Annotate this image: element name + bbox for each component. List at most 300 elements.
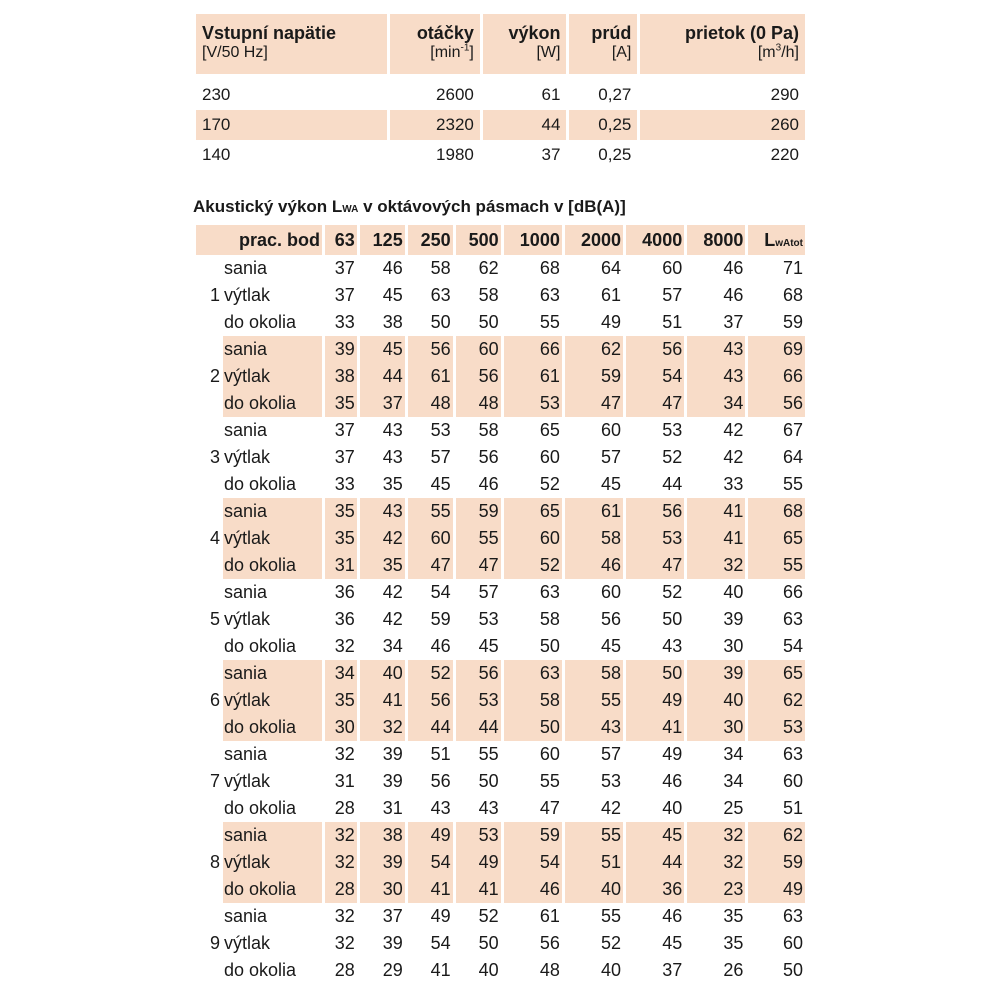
table-cell: 46 [662, 906, 683, 926]
table-cell: 32 [325, 849, 357, 876]
table-cell: 43 [382, 420, 403, 440]
band-header: 4000 [626, 225, 684, 255]
electrical-header-unit-row [196, 44, 805, 74]
table-cell: 42 [382, 582, 403, 602]
table-row [196, 660, 805, 687]
point-type: sania [223, 498, 322, 525]
table-cell: 36 [626, 876, 684, 903]
table-cell: 63 [539, 582, 560, 602]
table-cell: 46 [662, 771, 683, 791]
point-number: 8 [209, 852, 220, 872]
table-cell: 23 [687, 876, 745, 903]
table-cell: 53 [478, 609, 499, 629]
table-cell: 57 [478, 582, 499, 602]
table-cell: 47 [539, 798, 560, 818]
table-cell: 34 [325, 660, 357, 687]
point-type: výtlak [223, 525, 322, 552]
table-cell: 60 [782, 771, 803, 791]
point-type: do okolia [223, 552, 322, 579]
table-cell: 47 [626, 552, 684, 579]
table-cell: 50 [478, 771, 499, 791]
table-cell: 2600 [436, 85, 474, 104]
table-cell: 26 [723, 960, 744, 980]
table-cell: 48 [456, 390, 501, 417]
table-cell: 58 [478, 285, 499, 305]
table-row [196, 552, 805, 579]
table-cell: 51 [662, 312, 683, 332]
table-cell: 52 [601, 933, 622, 953]
table-cell: 53 [626, 525, 684, 552]
table-cell: 65 [748, 660, 805, 687]
table-row [196, 633, 805, 660]
point-type: do okolia [223, 714, 322, 741]
table-cell: 56 [408, 336, 453, 363]
table-row [196, 309, 805, 336]
table-cell: 55 [565, 687, 623, 714]
table-cell: 35 [360, 552, 405, 579]
point-type: do okolia [223, 876, 322, 903]
table-cell: 43 [687, 336, 745, 363]
table-cell: 56 [601, 609, 622, 629]
table-cell: 0,25 [569, 110, 637, 140]
table-row [196, 282, 805, 309]
table-cell: 60 [601, 420, 622, 440]
table-row [196, 903, 805, 930]
table-cell: 49 [408, 822, 453, 849]
table-cell: 47 [456, 552, 501, 579]
table-row [196, 849, 805, 876]
table-cell: 40 [662, 798, 683, 818]
table-cell: 61 [565, 498, 623, 525]
table-row [196, 822, 805, 849]
point-type: výtlak [223, 363, 322, 390]
table-cell: 61 [504, 363, 562, 390]
point-type: sania [223, 336, 322, 363]
table-cell: 40 [601, 960, 622, 980]
table-cell: 230 [202, 85, 231, 104]
point-number [196, 957, 220, 984]
table-cell: 55 [408, 498, 453, 525]
table-cell: 32 [334, 933, 355, 953]
band-header: 2000 [565, 225, 623, 255]
table-cell: 32 [334, 744, 355, 764]
table-cell: 61 [408, 363, 453, 390]
table-row [196, 363, 805, 390]
table-cell: 37 [334, 258, 355, 278]
table-cell: 43 [430, 798, 451, 818]
table-cell: 57 [601, 447, 622, 467]
table-cell: 33 [334, 474, 355, 494]
table-cell: 140 [202, 145, 231, 164]
table-cell: 60 [601, 582, 622, 602]
table-cell: 43 [360, 498, 405, 525]
table-cell: 45 [601, 474, 622, 494]
table-cell: 52 [662, 582, 683, 602]
point-number [196, 579, 220, 606]
table-cell: 40 [360, 660, 405, 687]
table-cell: 57 [662, 285, 683, 305]
table-cell: 48 [539, 960, 560, 980]
header-title: otáčky [390, 14, 480, 44]
table-row [196, 687, 805, 714]
table-cell: 32 [687, 822, 745, 849]
point-type: výtlak [224, 447, 271, 467]
table-cell: 46 [565, 552, 623, 579]
point-type: výtlak [224, 609, 271, 629]
table-cell: 62 [478, 258, 499, 278]
table-cell: 170 [196, 110, 387, 140]
table-cell: 68 [748, 498, 805, 525]
table-cell: 60 [539, 447, 560, 467]
table-cell: 58 [565, 660, 623, 687]
table-cell: 53 [456, 822, 501, 849]
table-cell: 44 [483, 110, 567, 140]
table-row [196, 741, 805, 768]
table-cell: 32 [334, 906, 355, 926]
table-cell: 43 [565, 714, 623, 741]
table-cell: 37 [723, 312, 744, 332]
point-number [196, 336, 220, 363]
table-cell: 32 [687, 849, 745, 876]
table-cell: 43 [687, 363, 745, 390]
point-number: 2 [209, 366, 220, 386]
table-cell: 39 [687, 660, 745, 687]
table-cell: 68 [539, 258, 560, 278]
table-cell: 49 [601, 312, 622, 332]
table-cell: 39 [382, 771, 403, 791]
table-row [196, 579, 805, 606]
table-cell: 56 [456, 660, 501, 687]
table-cell: 39 [360, 849, 405, 876]
header-unit: $[m^3/h]$ [640, 44, 805, 74]
table-cell: 50 [782, 960, 803, 980]
table-cell: 46 [382, 258, 403, 278]
table-cell: 55 [601, 906, 622, 926]
table-cell: 44 [626, 849, 684, 876]
table-cell: 53 [430, 420, 451, 440]
table-cell: 43 [478, 798, 499, 818]
table-cell: 34 [382, 636, 403, 656]
table-cell: 68 [782, 285, 803, 305]
table-cell: 38 [382, 312, 403, 332]
table-cell: 34 [687, 390, 745, 417]
table-cell: 47 [408, 552, 453, 579]
table-cell: 55 [539, 312, 560, 332]
table-cell: 60 [504, 525, 562, 552]
table-cell: 41 [430, 960, 451, 980]
table-cell: 58 [565, 525, 623, 552]
table-cell: 60 [662, 258, 683, 278]
table-cell: 66 [748, 363, 805, 390]
point-type: sania [224, 906, 268, 926]
point-type: sania [223, 660, 322, 687]
table-cell: 42 [382, 609, 403, 629]
point-type: do okolia [224, 798, 297, 818]
table-row [196, 140, 805, 170]
table-cell: 32 [360, 714, 405, 741]
table-cell: 32 [334, 636, 355, 656]
acoustic-header-row [196, 225, 805, 255]
table-cell: 41 [687, 498, 745, 525]
table-cell: 38 [360, 822, 405, 849]
table-cell: 42 [360, 525, 405, 552]
point-type: výtlak [224, 285, 271, 305]
band-header: 1000 [504, 225, 562, 255]
table-cell: 66 [782, 582, 803, 602]
table-cell: 43 [662, 636, 683, 656]
point-type: do okolia [224, 312, 297, 332]
table-cell: 35 [723, 933, 744, 953]
point-number [196, 714, 220, 741]
table-cell: 64 [601, 258, 622, 278]
table-cell: 49 [662, 744, 683, 764]
table-cell: 56 [626, 498, 684, 525]
table-cell: 69 [748, 336, 805, 363]
table-cell: 55 [478, 744, 499, 764]
point-type: výtlak [223, 849, 322, 876]
table-cell: 71 [782, 258, 803, 278]
table-cell: 62 [748, 687, 805, 714]
table-cell: 59 [504, 822, 562, 849]
point-type: výtlak [224, 771, 271, 791]
header-unit: [A] [569, 44, 637, 74]
table-cell: 0,27 [598, 85, 632, 104]
table-cell: 41 [626, 714, 684, 741]
band-header: 63 [325, 225, 357, 255]
point-number [196, 417, 220, 444]
table-cell: 51 [565, 849, 623, 876]
table-cell: 42 [601, 798, 622, 818]
table-cell: 63 [430, 285, 451, 305]
point-type: sania [224, 744, 268, 764]
table-cell: 50 [626, 660, 684, 687]
table-row [196, 768, 805, 795]
header-title: prietok (0 Pa) [640, 14, 805, 44]
table-cell: 39 [382, 933, 403, 953]
table-cell: 37 [334, 447, 355, 467]
table-cell: 52 [504, 552, 562, 579]
table-cell: 35 [325, 687, 357, 714]
point-number [196, 633, 220, 660]
point-number [196, 471, 220, 498]
table-cell: 50 [504, 714, 562, 741]
table-cell: 46 [478, 474, 499, 494]
table-cell: 67 [782, 420, 803, 440]
table-cell: 51 [782, 798, 803, 818]
table-cell: 46 [430, 636, 451, 656]
point-number [196, 390, 220, 417]
table-cell: 29 [382, 960, 403, 980]
table-cell: 40 [723, 582, 744, 602]
table-cell: 56 [430, 771, 451, 791]
table-cell: 35 [325, 390, 357, 417]
table-cell: 41 [408, 876, 453, 903]
table-cell: 44 [662, 474, 683, 494]
table-cell: 57 [601, 744, 622, 764]
table-cell: 28 [334, 960, 355, 980]
point-type: do okolia [223, 390, 322, 417]
table-cell: 45 [662, 933, 683, 953]
table-row [196, 525, 805, 552]
acoustic-title: Akustický výkon LWA v oktávových pásmach v [dB(A)] [193, 197, 626, 216]
table-cell: 31 [382, 798, 403, 818]
table-cell: 58 [478, 420, 499, 440]
total-header: LwAtot [748, 225, 805, 255]
table-cell: 59 [565, 363, 623, 390]
table-cell: 60 [456, 336, 501, 363]
table-cell: 63 [504, 660, 562, 687]
table-cell: 45 [626, 822, 684, 849]
table-cell: 46 [723, 258, 744, 278]
header-unit: [V/50 Hz] [196, 44, 387, 74]
table-cell: 49 [748, 876, 805, 903]
table-cell: 44 [360, 363, 405, 390]
table-cell: 54 [430, 933, 451, 953]
band-header: 8000 [687, 225, 745, 255]
table-cell: 45 [601, 636, 622, 656]
table-cell: 48 [408, 390, 453, 417]
point-number: 1 [209, 285, 220, 305]
table-cell: 41 [456, 876, 501, 903]
table-cell: 49 [456, 849, 501, 876]
table-cell: 260 [640, 110, 805, 140]
table-cell: 37 [334, 285, 355, 305]
table-cell: 65 [748, 525, 805, 552]
table-cell: 54 [408, 849, 453, 876]
point-number: 3 [209, 447, 220, 467]
table-cell: 42 [723, 420, 744, 440]
table-cell: 31 [334, 771, 355, 791]
table-cell: 35 [723, 906, 744, 926]
header-title: prúd [569, 14, 637, 44]
point-type: výtlak [223, 687, 322, 714]
table-cell: 52 [539, 474, 560, 494]
table-cell: 50 [539, 636, 560, 656]
table-cell: 65 [539, 420, 560, 440]
table-cell: 49 [430, 906, 451, 926]
table-cell: 44 [456, 714, 501, 741]
table-cell: 33 [334, 312, 355, 332]
table-cell: 58 [539, 609, 560, 629]
header-title: výkon [483, 14, 567, 44]
table-cell: 30 [325, 714, 357, 741]
table-cell: 52 [478, 906, 499, 926]
table-row [196, 930, 805, 957]
table-cell: 40 [565, 876, 623, 903]
table-cell: 63 [782, 744, 803, 764]
table-cell: 50 [478, 312, 499, 332]
table-row [196, 957, 805, 984]
table-cell: 31 [325, 552, 357, 579]
table-cell: 66 [504, 336, 562, 363]
point-type: do okolia [224, 960, 297, 980]
table-cell: 53 [504, 390, 562, 417]
table-cell: 36 [334, 582, 355, 602]
point-type: do okolia [224, 474, 297, 494]
table-cell: 54 [504, 849, 562, 876]
acoustic-table [193, 225, 808, 984]
point-type: výtlak [224, 933, 271, 953]
table-cell: 37 [662, 960, 683, 980]
table-cell: 63 [539, 285, 560, 305]
table-cell: 55 [782, 474, 803, 494]
table-cell: 37 [541, 145, 561, 164]
table-row [196, 471, 805, 498]
table-cell: 44 [408, 714, 453, 741]
point-number: 6 [209, 690, 220, 710]
electrical-table [193, 14, 808, 170]
table-cell: 41 [687, 525, 745, 552]
table-cell: 37 [382, 906, 403, 926]
table-cell: 53 [662, 420, 683, 440]
table-cell: 50 [430, 312, 451, 332]
table-cell: 45 [382, 285, 403, 305]
table-cell: 54 [626, 363, 684, 390]
table-cell: 35 [382, 474, 403, 494]
table-cell: 56 [539, 933, 560, 953]
table-cell: 47 [626, 390, 684, 417]
table-cell: 64 [782, 447, 803, 467]
table-cell: 39 [382, 744, 403, 764]
table-cell: 39 [723, 609, 744, 629]
table-cell: 0,25 [598, 145, 632, 164]
table-cell: 2320 [390, 110, 480, 140]
table-cell: 53 [456, 687, 501, 714]
table-cell: 52 [662, 447, 683, 467]
point-type: do okolia [224, 636, 297, 656]
electrical-header-title-row [196, 14, 805, 44]
table-row [196, 498, 805, 525]
point-number [196, 552, 220, 579]
table-cell: 30 [687, 714, 745, 741]
table-cell: 59 [782, 312, 803, 332]
band-header: 500 [456, 225, 501, 255]
table-cell: 28 [334, 798, 355, 818]
table-row [196, 80, 805, 110]
table-cell: 39 [325, 336, 357, 363]
table-cell: 50 [478, 933, 499, 953]
table-cell: 54 [430, 582, 451, 602]
table-row [196, 336, 805, 363]
point-type: sania [224, 420, 268, 440]
point-number: 7 [209, 771, 220, 791]
table-cell: 25 [723, 798, 744, 818]
table-cell: 65 [504, 498, 562, 525]
table-cell: 59 [748, 849, 805, 876]
header-label: prac. bod [196, 225, 322, 255]
table-cell: 46 [504, 876, 562, 903]
table-row [196, 390, 805, 417]
table-cell: 57 [430, 447, 451, 467]
table-cell: 60 [782, 933, 803, 953]
table-cell: 58 [504, 687, 562, 714]
point-number [196, 741, 220, 768]
table-row [196, 795, 805, 822]
point-type: sania [224, 582, 268, 602]
table-cell: 34 [723, 744, 744, 764]
table-cell: 60 [539, 744, 560, 764]
table-cell: 61 [601, 285, 622, 305]
table-cell: 45 [430, 474, 451, 494]
table-cell: 63 [782, 906, 803, 926]
table-cell: 41 [360, 687, 405, 714]
table-cell: 62 [565, 336, 623, 363]
point-number [196, 255, 220, 282]
point-type: sania [223, 822, 322, 849]
table-cell: 62 [748, 822, 805, 849]
table-cell: 55 [748, 552, 805, 579]
table-cell: 60 [408, 525, 453, 552]
